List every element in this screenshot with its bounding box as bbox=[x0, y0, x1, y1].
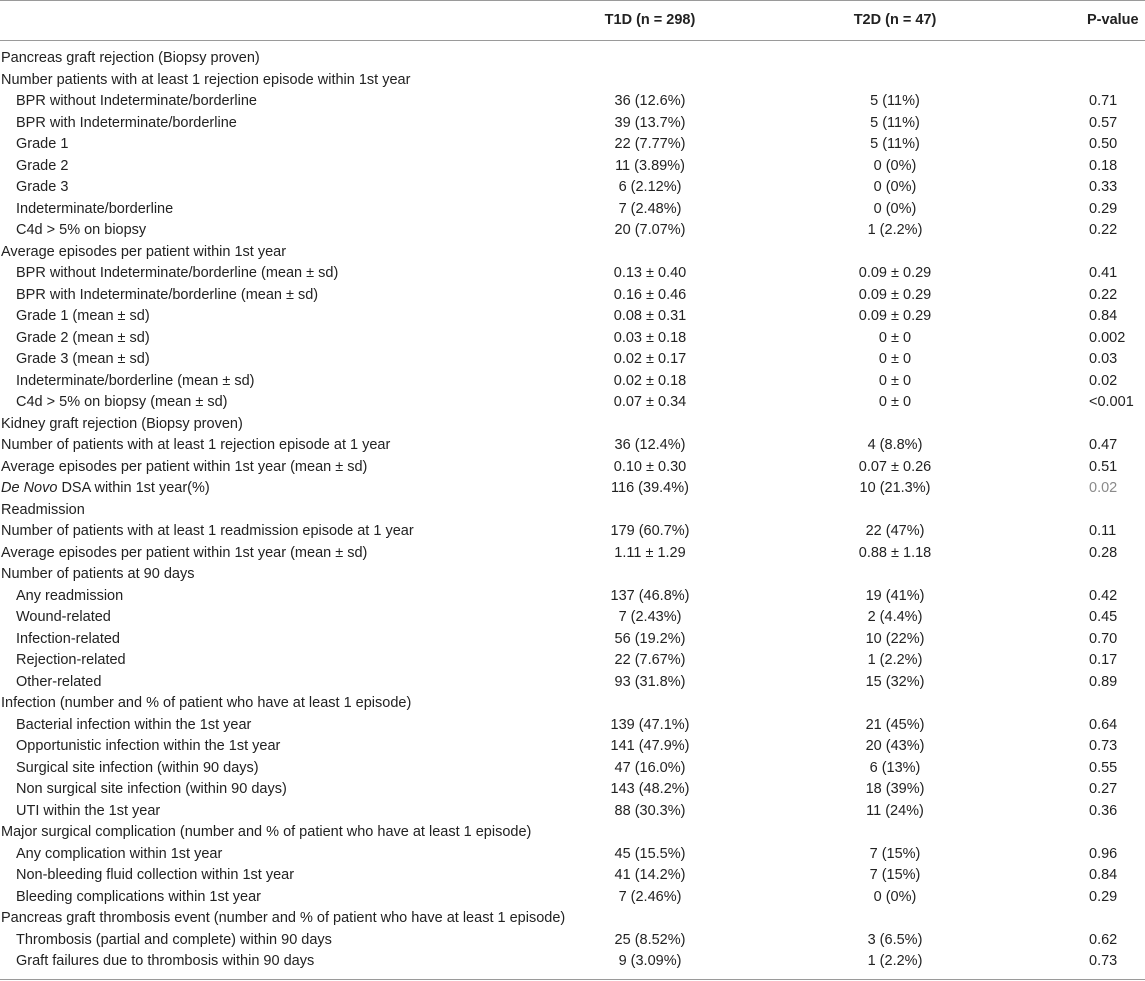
row-label: Average episodes per patient within 1st year (mean ± sd) bbox=[1, 544, 368, 561]
cell-pvalue: 0.73 bbox=[1089, 738, 1118, 754]
row-label: Bacterial infection within the 1st year bbox=[16, 716, 252, 733]
column-header-t2d: T2D (n = 47) bbox=[853, 12, 937, 28]
cell-t2d: 5 (11%) bbox=[870, 136, 920, 152]
cell-t1d: 0.16 ± 0.46 bbox=[613, 286, 687, 303]
cell-t1d: 36 (12.6%) bbox=[614, 93, 686, 109]
row-label: Grade 3 (mean ± sd) bbox=[16, 351, 150, 367]
table-row bbox=[0, 285, 1145, 307]
row-label: Number of patients at 90 days bbox=[1, 566, 195, 582]
row-label: Other-related bbox=[16, 673, 102, 690]
cell-pvalue: 0.70 bbox=[1089, 630, 1118, 647]
table-row bbox=[0, 177, 1145, 199]
cell-t2d: 0 (0%) bbox=[873, 157, 917, 174]
cell-t1d: 41 (14.2%) bbox=[614, 867, 686, 883]
table-row bbox=[0, 156, 1145, 178]
cell-t2d: 4 (8.8%) bbox=[867, 437, 923, 453]
cell-pvalue: 0.84 bbox=[1089, 308, 1118, 324]
cell-t1d: 22 (7.67%) bbox=[614, 652, 686, 668]
row-label: Rejection-related bbox=[16, 652, 126, 668]
cell-pvalue: 0.84 bbox=[1089, 867, 1118, 883]
row-label: BPR with Indeterminate/borderline (mean ± sd) bbox=[16, 286, 319, 303]
cell-pvalue: 0.47 bbox=[1089, 437, 1118, 453]
table-row bbox=[0, 801, 1145, 823]
table-row bbox=[0, 199, 1145, 221]
table-row bbox=[0, 371, 1145, 393]
cell-t2d: 22 (47%) bbox=[865, 523, 925, 539]
cell-t1d: 47 (16.0%) bbox=[614, 759, 686, 776]
cell-t2d: 3 (6.5%) bbox=[867, 931, 923, 948]
row-label: Any complication within 1st year bbox=[16, 845, 223, 862]
cell-t2d: 0 ± 0 bbox=[878, 329, 912, 346]
row-label: Grade 3 bbox=[16, 179, 69, 195]
row-label: UTI within the 1st year bbox=[16, 802, 161, 819]
table-row bbox=[0, 521, 1145, 543]
table-row bbox=[0, 822, 1145, 844]
table-row bbox=[0, 414, 1145, 436]
cell-pvalue: 0.22 bbox=[1089, 286, 1118, 303]
cell-t1d: 88 (30.3%) bbox=[614, 802, 686, 819]
table-row bbox=[0, 693, 1145, 715]
cell-t2d: 1 (2.2%) bbox=[867, 222, 923, 238]
cell-t2d: 6 (13%) bbox=[869, 759, 921, 776]
row-label: Grade 1 bbox=[16, 136, 69, 152]
cell-pvalue: 0.50 bbox=[1089, 136, 1118, 152]
cell-pvalue: 0.02 bbox=[1089, 372, 1118, 389]
cell-t2d: 18 (39%) bbox=[865, 781, 925, 797]
cell-pvalue: 0.64 bbox=[1089, 716, 1118, 733]
row-label: Non-bleeding fluid collection within 1st year bbox=[16, 867, 295, 883]
cell-t2d: 2 (4.4%) bbox=[867, 609, 923, 625]
cell-pvalue: 0.29 bbox=[1089, 200, 1118, 217]
cell-t1d: 56 (19.2%) bbox=[614, 630, 686, 647]
table-row bbox=[0, 543, 1145, 565]
cell-t1d: 1.11 ± 1.29 bbox=[614, 544, 686, 561]
table-row bbox=[0, 306, 1145, 328]
row-label: Grade 2 bbox=[16, 157, 69, 174]
row-label: C4d > 5% on biopsy bbox=[16, 222, 147, 238]
row-label: Number of patients with at least 1 rejection episode at 1 year bbox=[1, 437, 391, 453]
table-row bbox=[0, 586, 1145, 608]
cell-t2d: 0.09 ± 0.29 bbox=[858, 286, 932, 303]
cell-pvalue: 0.11 bbox=[1089, 523, 1117, 539]
row-label: C4d > 5% on biopsy (mean ± sd) bbox=[16, 394, 228, 410]
cell-t2d: 0.88 ± 1.18 bbox=[858, 544, 932, 561]
table-row bbox=[0, 736, 1145, 758]
cell-pvalue: 0.03 bbox=[1089, 351, 1118, 367]
table-row bbox=[0, 887, 1145, 909]
row-label-italic: De Novo bbox=[1, 480, 58, 496]
row-label: Grade 2 (mean ± sd) bbox=[16, 329, 150, 346]
cell-t1d: 179 (60.7%) bbox=[610, 523, 690, 539]
table-row bbox=[0, 951, 1145, 973]
cell-t1d: 0.03 ± 0.18 bbox=[613, 329, 687, 346]
column-header-t1d: T1D (n = 298) bbox=[604, 12, 696, 28]
cell-pvalue: 0.73 bbox=[1089, 953, 1118, 969]
cell-pvalue: 0.36 bbox=[1089, 802, 1118, 819]
table-row bbox=[0, 758, 1145, 780]
cell-t2d: 0 ± 0 bbox=[878, 351, 912, 367]
table-row bbox=[0, 263, 1145, 285]
row-label: Graft failures due to thrombosis within 90 days bbox=[16, 953, 315, 969]
row-label: Grade 1 (mean ± sd) bbox=[16, 308, 150, 324]
column-header-pvalue: P-value bbox=[1087, 12, 1139, 28]
row-label: Kidney graft rejection (Biopsy proven) bbox=[1, 415, 243, 432]
table-header-rule bbox=[0, 40, 1145, 41]
cell-t1d: 0.07 ± 0.34 bbox=[613, 394, 687, 410]
row-label: Average episodes per patient within 1st year (mean ± sd) bbox=[1, 458, 368, 475]
cell-t2d: 1 (2.2%) bbox=[867, 953, 923, 969]
cell-t2d: 19 (41%) bbox=[865, 587, 925, 604]
cell-pvalue: 0.18 bbox=[1089, 157, 1118, 174]
cell-t1d: 0.13 ± 0.40 bbox=[613, 265, 687, 281]
row-label bbox=[1, 478, 210, 500]
cell-t2d: 10 (22%) bbox=[865, 630, 925, 647]
cell-t2d: 0 ± 0 bbox=[878, 394, 912, 410]
cell-pvalue: 0.57 bbox=[1089, 114, 1118, 131]
cell-t2d: 11 (24%) bbox=[866, 802, 924, 819]
row-label: BPR without Indeterminate/borderline (mean ± sd) bbox=[16, 265, 339, 281]
cell-t1d: 0.10 ± 0.30 bbox=[613, 458, 687, 475]
cell-pvalue: 0.002 bbox=[1089, 329, 1126, 346]
row-label: Average episodes per patient within 1st year bbox=[1, 243, 287, 260]
cell-t1d: 20 (7.07%) bbox=[614, 222, 686, 238]
table-row bbox=[0, 435, 1145, 457]
cell-t1d: 141 (47.9%) bbox=[610, 738, 690, 754]
cell-pvalue: 0.71 bbox=[1089, 93, 1118, 109]
table-row bbox=[0, 607, 1145, 629]
table-row bbox=[0, 564, 1145, 586]
row-label: Thrombosis (partial and complete) within 90 days bbox=[16, 931, 332, 948]
row-label: Indeterminate/borderline bbox=[16, 200, 174, 217]
cell-t1d: 139 (47.1%) bbox=[610, 716, 690, 733]
cell-pvalue: 0.45 bbox=[1089, 609, 1118, 625]
cell-t1d: 0.02 ± 0.18 bbox=[613, 372, 687, 389]
cell-pvalue: 0.28 bbox=[1089, 544, 1118, 561]
row-label: Pancreas graft thrombosis event (number and % of patient who have at least 1 episode) bbox=[1, 910, 566, 926]
table-row bbox=[0, 349, 1145, 371]
cell-pvalue: 0.02 bbox=[1089, 480, 1118, 496]
cell-t2d: 0.09 ± 0.29 bbox=[858, 308, 932, 324]
row-label: Readmission bbox=[1, 501, 85, 518]
cell-t1d: 7 (2.48%) bbox=[618, 200, 682, 217]
table-bottom-rule bbox=[0, 979, 1145, 980]
row-label: Number patients with at least 1 rejection episode within 1st year bbox=[1, 71, 411, 88]
cell-t1d: 93 (31.8%) bbox=[614, 673, 686, 690]
table-row bbox=[0, 930, 1145, 952]
row-label: Infection (number and % of patient who have at least 1 episode) bbox=[1, 695, 412, 711]
row-label: BPR with Indeterminate/borderline bbox=[16, 114, 237, 131]
table-row bbox=[0, 650, 1145, 672]
cell-t1d: 45 (15.5%) bbox=[614, 845, 686, 862]
cell-t2d: 7 (15%) bbox=[869, 845, 921, 862]
table-row bbox=[0, 220, 1145, 242]
table-row bbox=[0, 457, 1145, 479]
row-label: Surgical site infection (within 90 days) bbox=[16, 759, 259, 776]
cell-pvalue: 0.51 bbox=[1089, 458, 1118, 475]
cell-t1d: 137 (46.8%) bbox=[610, 587, 690, 604]
table-row bbox=[0, 865, 1145, 887]
cell-t2d: 20 (43%) bbox=[865, 738, 925, 754]
row-label-text: DSA within 1st year(%) bbox=[57, 480, 210, 496]
cell-t2d: 0 ± 0 bbox=[878, 372, 912, 389]
cell-t2d: 0 (0%) bbox=[873, 888, 917, 905]
cell-t2d: 0.07 ± 0.26 bbox=[858, 458, 932, 475]
table-row bbox=[0, 91, 1145, 113]
cell-pvalue: 0.27 bbox=[1089, 781, 1118, 797]
table-row bbox=[0, 844, 1145, 866]
cell-pvalue: 0.62 bbox=[1089, 931, 1118, 948]
cell-t1d: 11 (3.89%) bbox=[615, 157, 685, 174]
cell-pvalue: 0.89 bbox=[1089, 673, 1118, 690]
cell-t1d: 9 (3.09%) bbox=[618, 953, 682, 969]
cell-t2d: 0 (0%) bbox=[873, 179, 917, 195]
table-row bbox=[0, 629, 1145, 651]
cell-pvalue: <0.001 bbox=[1089, 394, 1134, 410]
table-row bbox=[0, 113, 1145, 135]
cell-pvalue: 0.96 bbox=[1089, 845, 1118, 862]
row-label: Opportunistic infection within the 1st year bbox=[16, 738, 281, 754]
row-label: Wound-related bbox=[16, 609, 111, 625]
cell-pvalue: 0.17 bbox=[1089, 652, 1118, 668]
cell-t2d: 0.09 ± 0.29 bbox=[858, 265, 932, 281]
cell-t2d: 10 (21.3%) bbox=[859, 480, 931, 496]
cell-t1d: 0.02 ± 0.17 bbox=[613, 351, 687, 367]
cell-t2d: 5 (11%) bbox=[870, 93, 920, 109]
cell-t2d: 15 (32%) bbox=[865, 673, 925, 690]
cell-t1d: 7 (2.46%) bbox=[618, 888, 682, 905]
table-row bbox=[0, 779, 1145, 801]
row-label: Pancreas graft rejection (Biopsy proven) bbox=[1, 50, 260, 66]
row-label: Number of patients with at least 1 readmission episode at 1 year bbox=[1, 523, 414, 539]
table-row bbox=[0, 478, 1145, 500]
cell-t2d: 21 (45%) bbox=[865, 716, 925, 733]
cell-t2d: 0 (0%) bbox=[873, 200, 917, 217]
cell-pvalue: 0.55 bbox=[1089, 759, 1118, 776]
table-row bbox=[0, 672, 1145, 694]
table-row bbox=[0, 70, 1145, 92]
row-label: BPR without Indeterminate/borderline bbox=[16, 93, 257, 109]
row-label: Non surgical site infection (within 90 days) bbox=[16, 781, 287, 797]
table-row bbox=[0, 48, 1145, 70]
table-body bbox=[0, 48, 1145, 973]
row-label: Bleeding complications within 1st year bbox=[16, 888, 262, 905]
row-label: Infection-related bbox=[16, 630, 120, 647]
table-row bbox=[0, 134, 1145, 156]
table-row bbox=[0, 242, 1145, 264]
row-label: Any readmission bbox=[16, 587, 124, 604]
cell-t1d: 22 (7.77%) bbox=[614, 136, 686, 152]
cell-pvalue: 0.41 bbox=[1089, 265, 1118, 281]
cell-pvalue: 0.22 bbox=[1089, 222, 1118, 238]
table-row bbox=[0, 500, 1145, 522]
cell-t1d: 116 (39.4%) bbox=[611, 480, 689, 496]
cell-t1d: 7 (2.43%) bbox=[618, 609, 682, 625]
table-row bbox=[0, 328, 1145, 350]
cell-t1d: 143 (48.2%) bbox=[610, 781, 690, 797]
cell-pvalue: 0.42 bbox=[1089, 587, 1118, 604]
table-header-row bbox=[0, 0, 1145, 40]
cell-t2d: 5 (11%) bbox=[870, 114, 920, 131]
cell-pvalue: 0.33 bbox=[1089, 179, 1118, 195]
cell-t1d: 36 (12.4%) bbox=[614, 437, 686, 453]
table-row bbox=[0, 392, 1145, 414]
cell-t1d: 0.08 ± 0.31 bbox=[613, 308, 687, 324]
row-label: Major surgical complication (number and % of patient who have at least 1 episode) bbox=[1, 824, 532, 840]
cell-t2d: 7 (15%) bbox=[869, 867, 921, 883]
cell-pvalue: 0.29 bbox=[1089, 888, 1118, 905]
cell-t1d: 6 (2.12%) bbox=[618, 179, 682, 195]
cell-t1d: 39 (13.7%) bbox=[614, 114, 686, 131]
table-row bbox=[0, 908, 1145, 930]
table-row bbox=[0, 715, 1145, 737]
cell-t1d: 25 (8.52%) bbox=[614, 931, 686, 948]
cell-t2d: 1 (2.2%) bbox=[867, 652, 923, 668]
row-label: Indeterminate/borderline (mean ± sd) bbox=[16, 372, 255, 389]
